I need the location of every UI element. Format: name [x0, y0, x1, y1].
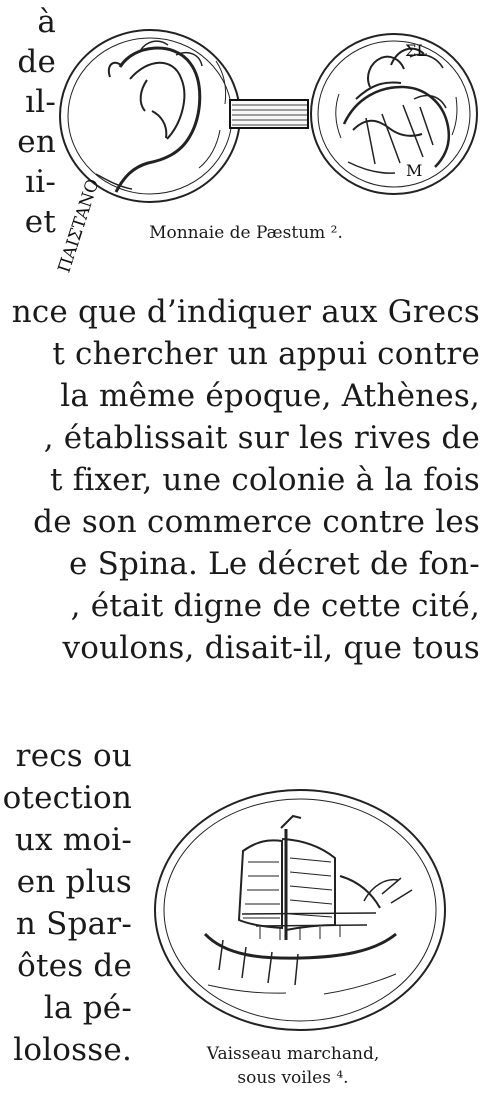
text-line: ux moi-	[14, 822, 132, 858]
ship-caption-line-2: sous voiles ⁴.	[237, 1068, 349, 1088]
text-line: en plus	[16, 864, 132, 900]
text-line: de son commerce contre les	[33, 504, 480, 540]
text-line: la même époque, Athènes,	[60, 378, 480, 414]
text-line: , établissait sur les rives de	[43, 420, 480, 456]
coin-caption: Monnaie de Pæstum ².	[149, 223, 343, 243]
text-line: ıl-	[25, 84, 56, 120]
text-line: ıi-	[25, 164, 56, 200]
text-line: de	[17, 44, 56, 80]
text-line: recs ou	[15, 738, 132, 774]
text-line: lolosse.	[13, 1032, 132, 1068]
coin-reverse-letter: ΣL	[405, 41, 427, 60]
ship-caption-line-1: Vaisseau marchand,	[206, 1044, 380, 1064]
ship-illustration	[150, 780, 450, 1040]
text-line: à	[37, 4, 56, 40]
text-line: t chercher un appui contre	[52, 336, 480, 372]
text-line: ôtes de	[17, 948, 132, 984]
text-line: e Spina. Le décret de fon-	[69, 546, 480, 582]
text-line: , était digne de cette cité,	[70, 588, 480, 624]
text-line: t fixer, une colonie à la fois	[49, 462, 480, 498]
text-line: la pé-	[43, 990, 132, 1026]
text-line: en	[17, 124, 56, 160]
text-line: et	[24, 204, 56, 240]
text-line: voulons, disait-il, que tous	[62, 630, 480, 666]
text-line: otection	[2, 780, 132, 816]
coin-reverse-letter: M	[406, 161, 423, 180]
text-line: n Spar-	[15, 906, 132, 942]
coin-legend: ΠAIΣTANO	[54, 176, 104, 276]
text-line: nce que d’indiquer aux Grecs	[11, 294, 480, 330]
